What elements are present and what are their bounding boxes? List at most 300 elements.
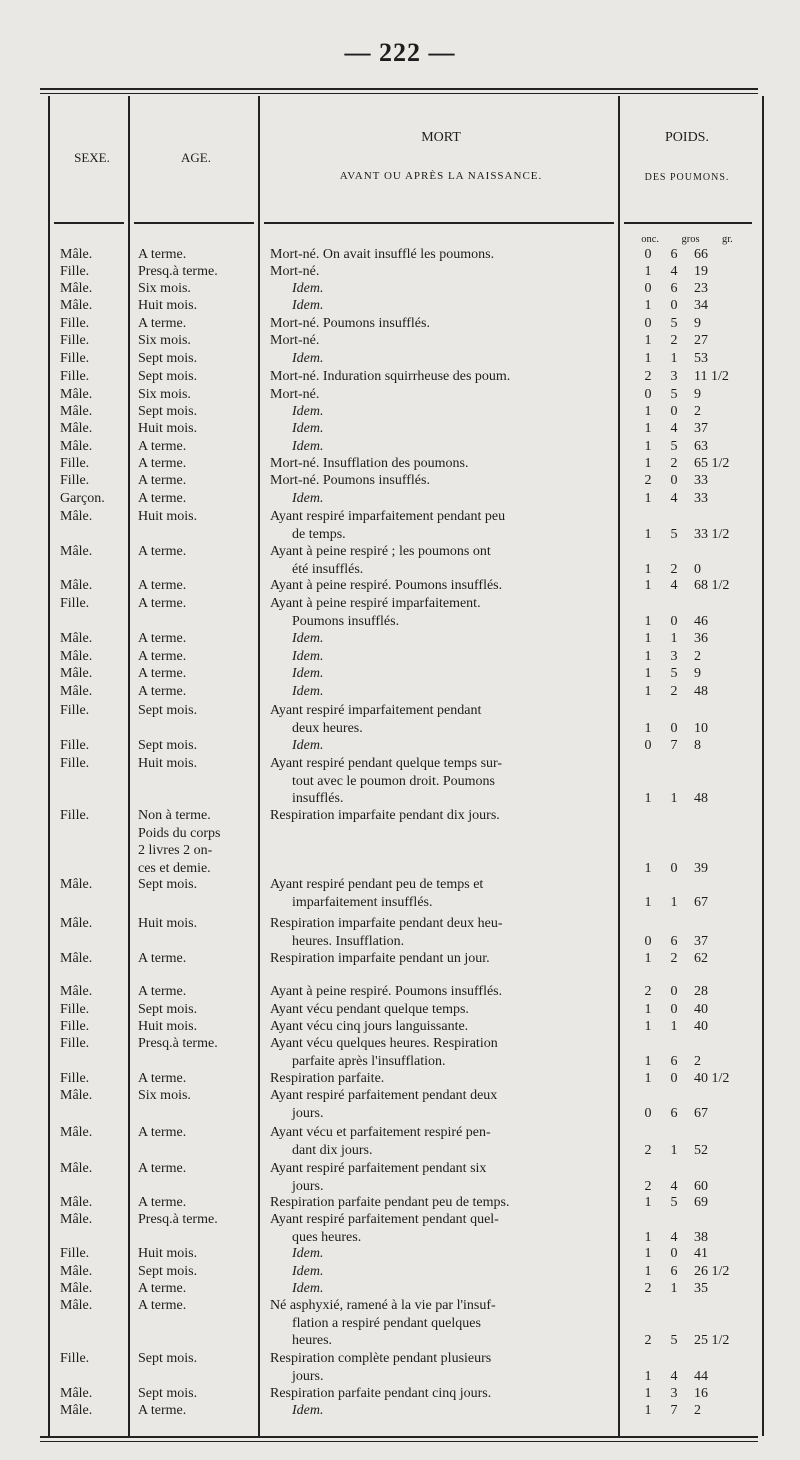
cell-age [138,648,260,666]
cell-gros: 5 [670,666,678,681]
cell-onces: 1 [644,439,652,454]
cell-age [138,807,260,877]
cell-sexe: Mâle. [60,631,93,646]
cell-onces: 1 [644,491,652,506]
mort-line: imparfaitement insufflés. [292,894,433,910]
cell-grains: 33 [694,473,708,488]
mort-line: Ayant à peine respiré imparfaitement. [270,596,481,611]
cell-grains: 63 [694,439,708,454]
mort-line: Idem. [292,666,324,681]
cell-gros: 2 [670,684,678,699]
cell-grains: 26 1/2 [694,1264,730,1279]
cell-grains: 35 [694,1281,708,1296]
cell-mort [270,350,618,368]
age-line: A terme. [138,578,187,593]
cell-sexe: Mâle. [60,951,93,966]
age-line: Sept mois. [138,877,198,892]
mort-line: Ayant à peine respiré. Poumons insufflés. [270,984,503,999]
cell-age [138,630,260,648]
cell-grains: 60 [694,1178,708,1194]
cell-gros: 6 [670,1105,678,1121]
cell-gros: 3 [670,1386,678,1401]
age-line: Sept mois. [138,738,198,753]
cell-age [138,350,260,368]
mort-line: jours. [292,1368,324,1384]
bottom-rule [40,1436,758,1438]
cell-gros: 0 [670,1071,678,1086]
age-line: A terme. [138,951,187,966]
cell-mort [270,1124,618,1159]
cell-gros: 5 [670,1333,678,1348]
cell-mort [270,490,618,508]
cell-grains: 8 [694,738,701,753]
cell-sexe: Mâle. [60,509,93,524]
cell-sexe: Fille. [60,596,90,611]
mort-line: Mort-né. [270,264,320,279]
cell-age [138,315,260,333]
cell-sexe: Mâle. [60,1088,93,1103]
mort-line: heures. [292,1333,333,1348]
cell-grains: 67 [694,1105,708,1121]
cell-gros: 0 [670,860,678,876]
cell-mort [270,368,618,386]
cell-onces: 1 [644,1019,652,1034]
cell-sexe: Fille. [60,703,90,718]
cell-age [138,950,260,968]
cell-age [138,1018,260,1036]
cell-onces: 2 [644,984,652,999]
cell-gros: 1 [670,1019,678,1034]
cell-gros: 7 [670,738,678,753]
mort-line: de temps. [292,526,346,542]
mort-line: Ayant respiré parfaitement pendant six [270,1161,487,1176]
cell-gros: 4 [670,1229,678,1245]
cell-onces: 0 [644,247,652,262]
cell-gros: 0 [670,473,678,488]
age-line: Huit mois. [138,1019,198,1034]
cell-gros: 6 [670,281,678,296]
cell-onces: 0 [644,1105,652,1121]
age-line: Sept mois. [138,1264,198,1279]
cell-grains: 48 [694,791,708,806]
cell-onces: 1 [644,1002,652,1017]
age-line: Sept mois. [138,404,198,419]
mort-line: Ayant respiré pendant quelque temps sur- [270,756,503,771]
age-line: A terme. [138,491,187,506]
cell-age [138,297,260,315]
age-line: A terme. [138,1403,187,1418]
cell-sexe: Fille. [60,369,90,384]
cell-onces: 1 [644,404,652,419]
cell-grains: 69 [694,1195,708,1210]
mort-line: Mort-né. Poumons insufflés. [270,473,430,488]
mort-line: Idem. [292,738,324,753]
cell-mort [270,386,618,404]
page-number: — 222 — [344,38,456,67]
age-line: Non à terme. [138,808,211,823]
cell-gros: 2 [670,456,678,471]
cell-onces: 1 [644,894,652,910]
cell-mort [270,577,618,595]
cell-sexe: Fille. [60,264,90,279]
cell-grains: 37 [694,421,708,436]
cell-grains: 40 [694,1019,708,1034]
cell-onces: 1 [644,1246,652,1261]
cell-gros: 7 [670,1403,678,1418]
age-line: Huit mois. [138,1246,198,1261]
cell-grains: 36 [694,631,708,646]
cell-mort [270,315,618,333]
cell-gros: 6 [670,933,678,949]
cell-onces: 1 [644,264,652,279]
cell-onces: 1 [644,631,652,646]
mort-line: Ayant vécu cinq jours languissante. [270,1019,469,1034]
mort-line: Idem. [292,649,324,664]
mort-line: Ayant respiré parfaitement pendant quel- [270,1212,499,1227]
cell-onces: 1 [644,526,652,542]
age-line: 2 livres 2 on- [138,843,213,858]
cell-grains: 40 1/2 [694,1071,730,1086]
cell-onces: 1 [644,421,652,436]
cell-grains: 27 [694,333,708,348]
mort-line: Mort-né. Insufflation des poumons. [270,456,469,471]
cell-grains: 46 [694,613,708,629]
mort-line: heures. Insufflation. [292,933,405,949]
cell-mort [270,702,618,737]
cell-gros: 4 [670,578,678,593]
cell-sexe: Mâle. [60,1298,93,1313]
mort-line: Ayant respiré pendant peu de temps et [270,877,484,892]
cell-gros: 1 [670,631,678,646]
cell-sexe: Fille. [60,1071,90,1086]
cell-age [138,1263,260,1281]
cell-onces: 1 [644,351,652,366]
cell-sexe: Fille. [60,1019,90,1034]
cell-onces: 1 [644,1053,652,1069]
cell-gros: 6 [670,247,678,262]
header-poids: POIDS. [665,130,709,145]
cell-gros: 4 [670,1368,678,1384]
cell-onces: 0 [644,316,652,331]
cell-grains: 0 [694,561,701,577]
mort-line: Idem. [292,491,324,506]
mort-line: Idem. [292,1281,324,1296]
cell-mort [270,630,618,648]
cell-grains: 44 [694,1368,708,1384]
cell-age [138,577,260,595]
cell-sexe: Mâle. [60,387,93,402]
cell-age [138,1087,260,1105]
unit-onces: onc. [641,234,660,245]
cell-onces: 1 [644,613,652,629]
mort-line: Idem. [292,351,324,366]
cell-grains: 2 [694,1053,701,1069]
cell-onces: 1 [644,298,652,313]
cell-sexe: Fille. [60,1036,90,1051]
age-line: Six mois. [138,333,191,348]
cell-mort [270,1402,618,1420]
cell-onces: 2 [644,473,652,488]
cell-age [138,702,260,720]
age-line: Huit mois. [138,421,198,436]
cell-age [138,1245,260,1263]
top-rule [40,88,758,90]
cell-age [138,280,260,298]
cell-gros: 4 [670,264,678,279]
age-line: A terme. [138,1195,187,1210]
cell-mort [270,1001,618,1019]
cell-gros: 5 [670,316,678,331]
cell-gros: 4 [670,421,678,436]
mort-line: Mort-né. [270,387,320,402]
age-line: A terme. [138,544,187,559]
unit-gros: gros [681,234,700,245]
cell-onces: 2 [644,1178,652,1194]
age-line: Huit mois. [138,916,198,931]
cell-grains: 28 [694,984,708,999]
cell-grains: 9 [694,316,701,331]
mort-line: Mort-né. Induration squirrheuse des poum. [270,369,511,384]
mort-line: dant dix jours. [292,1142,373,1158]
cell-onces: 1 [644,333,652,348]
cell-sexe: Garçon. [60,491,105,506]
cell-sexe: Fille. [60,333,90,348]
cell-age [138,403,260,421]
cell-mort [270,1280,618,1298]
mort-line: deux heures. [292,720,363,736]
cell-grains: 16 [694,1386,708,1401]
cell-age [138,983,260,1001]
cell-sexe: Mâle. [60,1195,93,1210]
cell-onces: 1 [644,684,652,699]
cell-mort [270,665,618,683]
mort-line: Né asphyxié, ramené à la vie par l'insuf- [270,1298,496,1313]
age-line: A terme. [138,316,187,331]
cell-age [138,1070,260,1088]
age-line: A terme. [138,631,187,646]
cell-mort [270,1087,618,1122]
cell-age [138,1194,260,1212]
mort-line: Idem. [292,439,324,454]
mort-line: Respiration imparfaite pendant un jour. [270,951,490,966]
cell-grains: 2 [694,404,701,419]
cell-age [138,1124,260,1142]
age-line: Poids du corps [138,825,221,841]
cell-gros: 2 [670,951,678,966]
header-mort-subtitle: AVANT OU APRÈS LA NAISSANCE. [339,170,543,182]
cell-sexe: Mâle. [60,649,93,664]
mort-line: Poumons insufflés. [292,613,400,629]
mort-line: Ayant à peine respiré. Poumons insufflés. [270,578,503,593]
cell-onces: 1 [644,860,652,876]
age-line: A terme. [138,1071,187,1086]
cell-grains: 34 [694,298,708,313]
cell-mort [270,508,618,543]
mort-line: Ayant respiré imparfaitement pendant peu [270,509,506,524]
age-line: Presq.à terme. [138,1212,218,1227]
mort-line: Respiration parfaite. [270,1071,385,1086]
age-line: A terme. [138,666,187,681]
cell-onces: 1 [644,1403,652,1418]
cell-onces: 1 [644,1195,652,1210]
cell-age [138,420,260,438]
mort-line: tout avec le poumon droit. Poumons [292,773,495,789]
mort-line: Idem. [292,631,324,646]
header-sexe: SEXE. [74,150,110,165]
cell-grains: 65 1/2 [694,456,730,471]
cell-onces: 1 [644,649,652,664]
cell-gros: 0 [670,720,678,736]
cell-grains: 39 [694,860,708,876]
cell-sexe: Fille. [60,1002,90,1017]
cell-gros: 4 [670,491,678,506]
cell-age [138,915,260,933]
cell-grains: 37 [694,933,708,949]
cell-gros: 0 [670,298,678,313]
cell-mort [270,438,618,456]
cell-age [138,543,260,561]
cell-age [138,508,260,526]
header-rule [134,222,254,224]
cell-sexe: Mâle. [60,421,93,436]
cell-grains: 53 [694,351,708,366]
cell-mort [270,683,618,701]
cell-mort [270,983,618,1001]
cell-onces: 2 [644,1142,652,1158]
cell-age [138,438,260,456]
mort-line: Ayant vécu quelques heures. Respiration [270,1036,498,1051]
cell-onces: 2 [644,1281,652,1296]
mort-line: insufflés. [292,791,344,806]
cell-onces: 1 [644,791,652,806]
cell-age [138,1001,260,1019]
cell-grains: 9 [694,387,701,402]
cell-sexe: Mâle. [60,1161,93,1176]
cell-onces: 1 [644,1264,652,1279]
age-line: A terme. [138,1161,187,1176]
mort-line: ques heures. [292,1229,362,1245]
cell-sexe: Mâle. [60,1264,93,1279]
cell-grains: 48 [694,684,708,699]
mort-line: Ayant vécu pendant quelque temps. [270,1002,469,1017]
cell-onces: 0 [644,387,652,402]
cell-gros: 2 [670,333,678,348]
cell-mort [270,1245,618,1263]
cell-gros: 1 [670,791,678,806]
cell-onces: 1 [644,1229,652,1245]
cell-gros: 5 [670,439,678,454]
cell-sexe: Mâle. [60,247,93,262]
mort-line: jours. [292,1105,324,1121]
cell-gros: 0 [670,984,678,999]
cell-mort [270,950,618,968]
cell-age [138,472,260,490]
mort-line: flation a respiré pendant quelques [292,1315,481,1331]
cell-sexe: Mâle. [60,684,93,699]
cell-sexe: Fille. [60,756,90,771]
mort-line: Mort-né. [270,333,320,348]
cell-grains: 62 [694,951,708,966]
cell-mort [270,543,618,578]
mort-line: Mort-né. On avait insufflé les poumons. [270,247,495,262]
cell-grains: 23 [694,281,708,296]
cell-age [138,332,260,350]
cell-age [138,1350,260,1368]
cell-gros: 0 [670,613,678,629]
cell-age [138,246,260,264]
cell-gros: 5 [670,387,678,402]
mort-line: Ayant respiré imparfaitement pendant [270,703,482,718]
cell-mort [270,1018,618,1036]
mort-line: Respiration complète pendant plusieurs [270,1351,492,1366]
cell-sexe: Fille. [60,351,90,366]
cell-onces: 1 [644,1386,652,1401]
cell-sexe: Mâle. [60,666,93,681]
mort-line: Respiration parfaite pendant cinq jours. [270,1386,492,1401]
cell-sexe: Fille. [60,316,90,331]
cell-sexe: Fille. [60,1351,90,1366]
cell-sexe: Mâle. [60,404,93,419]
cell-mort [270,755,618,808]
cell-onces: 1 [644,456,652,471]
header-rule [54,222,124,224]
cell-mort [270,1070,618,1088]
mort-line: Idem. [292,1246,324,1261]
cell-mort [270,1297,618,1350]
mort-line: Respiration parfaite pendant peu de temps. [270,1195,510,1210]
cell-age [138,1035,260,1053]
cell-sexe: Fille. [60,473,90,488]
cell-gros: 6 [670,1053,678,1069]
cell-onces: 1 [644,561,652,577]
mort-line: Idem. [292,298,324,313]
age-line: ces et demie. [138,860,211,876]
cell-mort [270,807,618,825]
cell-gros: 0 [670,404,678,419]
cell-gros: 5 [670,526,678,542]
cell-mort [270,1350,618,1385]
cell-gros: 3 [670,369,678,384]
cell-sexe: Mâle. [60,1281,93,1296]
cell-age [138,1160,260,1178]
age-line: Huit mois. [138,509,198,524]
age-line: Sept mois. [138,351,198,366]
cell-mort [270,1211,618,1246]
cell-age [138,1211,260,1229]
age-line: Huit mois. [138,298,198,313]
cell-onces: 1 [644,951,652,966]
age-line: Six mois. [138,1088,191,1103]
cell-mort [270,737,618,755]
cell-sexe: Mâle. [60,1125,93,1140]
header-rule [624,222,752,224]
cell-grains: 68 1/2 [694,578,730,593]
cell-grains: 9 [694,666,701,681]
header-rule [264,222,614,224]
cell-sexe: Mâle. [60,1212,93,1227]
cell-age [138,737,260,755]
cell-age [138,1385,260,1403]
cell-sexe: Mâle. [60,916,93,931]
cell-sexe: Mâle. [60,439,93,454]
cell-gros: 2 [670,561,678,577]
mort-line: Respiration imparfaite pendant dix jours. [270,808,500,823]
cell-gros: 1 [670,1142,678,1158]
cell-grains: 41 [694,1246,708,1261]
cell-sexe: Mâle. [60,578,93,593]
cell-onces: 1 [644,578,652,593]
age-line: Six mois. [138,387,191,402]
